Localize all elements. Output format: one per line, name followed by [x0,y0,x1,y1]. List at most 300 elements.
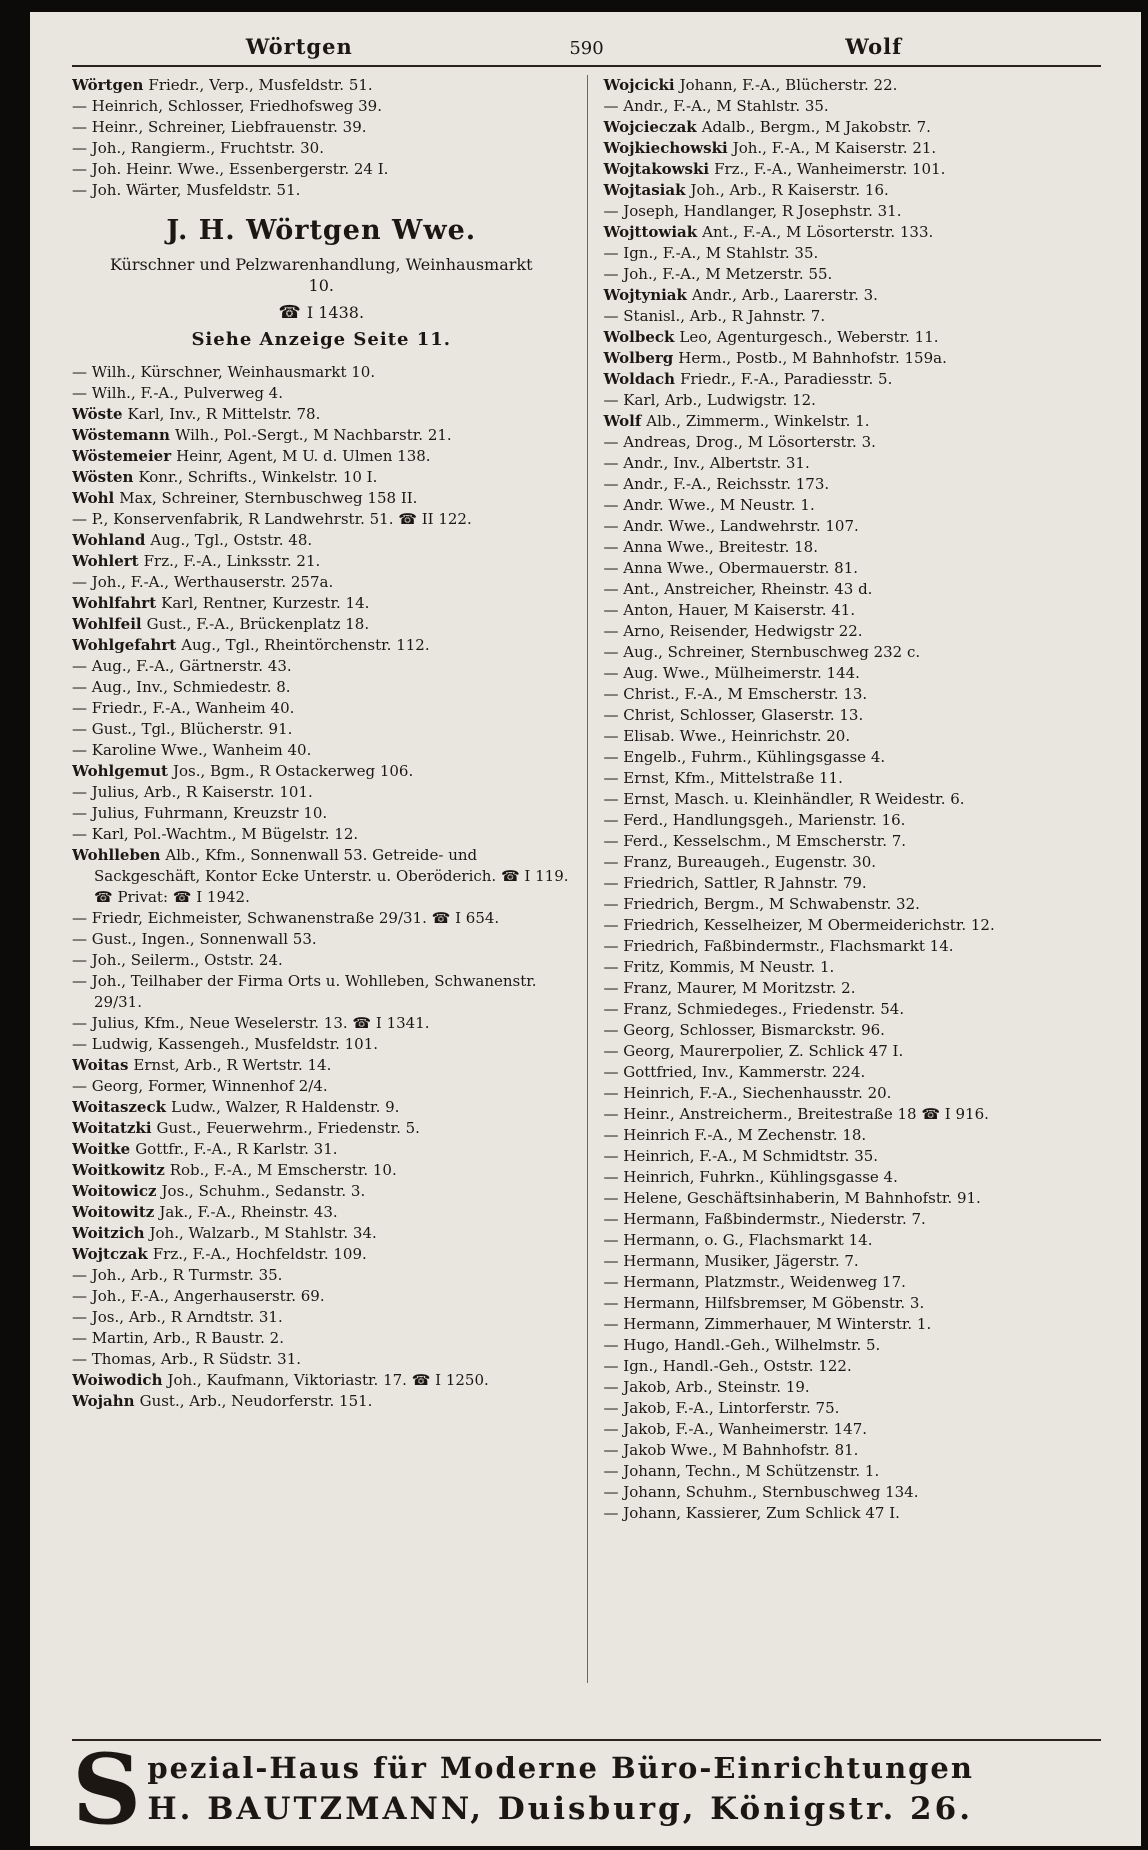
directory-entry [72,1370,571,1391]
entry-text: — Franz, Maurer, M Moritzstr. 2. [603,979,856,997]
directory-entry [72,1202,571,1223]
directory-entry [72,509,571,530]
entry-text: — Ernst, Kfm., Mittelstraße 11. [603,769,843,787]
directory-entry [604,1293,1102,1314]
entry-text: — Ernst, Masch. u. Kleinhändler, R Weidestr. 6. [603,790,965,808]
entry-text: Joh., Walzarb., M Stahlstr. 34. [149,1224,377,1242]
directory-entry [72,845,571,908]
directory-entry [604,1062,1102,1083]
entry-text: — Andr., Inv., Albertstr. 31. [603,454,810,472]
entry-text: — Ant., Anstreicher, Rheinstr. 43 d. [603,580,873,598]
entry-text: — Julius, Kfm., Neue Weselerstr. 13. ☎ I 1341. [72,1014,430,1032]
directory-entry [72,1181,571,1202]
directory-entry [72,1118,571,1139]
directory-entry [604,201,1102,222]
footer-ad-text [147,1751,1101,1827]
directory-entry [72,138,571,159]
directory-entry [604,432,1102,453]
directory-entry [604,621,1102,642]
directory-entry [72,180,571,201]
entry-text: — Aug. Wwe., Mülheimerstr. 144. [603,664,860,682]
directory-entry [604,579,1102,600]
directory-entry [604,264,1102,285]
left-column [72,75,587,1683]
directory-entry [72,929,571,950]
directory-entry [72,719,571,740]
directory-entry [604,999,1102,1020]
directory-entry [72,635,571,656]
directory-entry [72,467,571,488]
directory-entry [72,1076,571,1097]
directory-entry [72,656,571,677]
directory-entry [604,159,1102,180]
entry-text: Joh., Arb., R Kaiserstr. 16. [690,181,889,199]
entry-text: — Andr., F.-A., M Stahlstr. 35. [603,97,829,115]
directory-entry [604,1230,1102,1251]
directory-entry [604,1503,1102,1524]
directory-entry [72,1307,571,1328]
directory-entry [72,593,571,614]
entry-list-top [72,75,571,201]
ad-phone-number: I 1438. [306,303,365,322]
ad-note: Siehe Anzeige Seite 11. [191,329,452,350]
directory-entry [604,495,1102,516]
entry-text: — Georg, Maurerpolier, Z. Schlick 47 I. [603,1042,904,1060]
entry-text: Heinr, Agent, M U. d. Ulmen 138. [176,447,431,465]
directory-entry [72,782,571,803]
directory-entry [72,159,571,180]
entry-text: Gust., Feuerwehrm., Friedenstr. 5. [156,1119,420,1137]
directory-entry [72,803,571,824]
directory-entry [604,894,1102,915]
entry-text: — Arno, Reisender, Hedwigstr 22. [603,622,863,640]
entry-text: Gust., F.-A., Brückenplatz 18. [146,615,370,633]
entry-text: Wilh., Pol.-Sergt., M Nachbarstr. 21. [174,426,452,444]
entry-surname: Woitkowitz [72,1161,165,1179]
entry-surname: Wolbeck [603,328,675,346]
entry-text: — Stanisl., Arb., R Jahnstr. 7. [603,307,826,325]
entry-text: — Aug., F.-A., Gärtnerstr. 43. [72,657,292,675]
entry-surname: Wörtgen [72,76,144,94]
directory-entry [72,1139,571,1160]
entry-text: — Friedrich, Faßbindermstr., Flachsmarkt 14. [603,937,954,955]
entry-text: Gottfr., F.-A., R Karlstr. 31. [135,1140,338,1158]
directory-entry [72,1286,571,1307]
directory-entry [604,726,1102,747]
entry-text: — Martin, Arb., R Baustr. 2. [72,1329,284,1347]
directory-entry [72,950,571,971]
entry-text: Karl, Inv., R Mittelstr. 78. [127,405,321,423]
directory-entry [604,915,1102,936]
running-head [72,34,1101,67]
entry-text: — Karl, Pol.-Wachtm., M Bügelstr. 12. [72,825,359,843]
entry-text: — Christ, Schlosser, Glaserstr. 13. [603,706,864,724]
entry-text: — Fritz, Kommis, M Neustr. 1. [603,958,835,976]
entry-text: Friedr., Verp., Musfeldstr. 51. [148,76,373,94]
entry-surname: Wohlleben [72,846,161,864]
directory-page [30,12,1141,1846]
entry-surname: Woitowitz [72,1203,155,1221]
directory-entry [604,1104,1102,1125]
directory-entry [72,530,571,551]
entry-text: — Hermann, Zimmerhauer, M Winterstr. 1. [603,1315,932,1333]
directory-entry [604,1419,1102,1440]
entry-text: — Joh. Wärter, Musfeldstr. 51. [72,181,301,199]
directory-entry [604,810,1102,831]
directory-entry [72,1349,571,1370]
entry-text: — Franz, Bureaugeh., Eugenstr. 30. [603,853,877,871]
entry-surname: Wojtyniak [603,286,687,304]
entry-text: Joh., Kaufmann, Viktoriastr. 17. ☎ I 1250. [167,1371,489,1389]
entry-text: — Joh., Arb., R Turmstr. 35. [72,1266,283,1284]
directory-entry [604,1041,1102,1062]
directory-entry [604,96,1102,117]
entry-text: — Heinr., Schreiner, Liebfrauenstr. 39. [72,118,367,136]
entry-surname: Wojttowiak [603,223,698,241]
entry-text: — Joh., F.-A., Werthauserstr. 257a. [72,573,334,591]
page-number: 590 [569,38,604,59]
entry-text: — Andr., F.-A., Reichsstr. 173. [603,475,830,493]
directory-entry [72,971,571,1013]
directory-entry [72,404,571,425]
entry-text: — Joh., Seilerm., Oststr. 24. [72,951,283,969]
entry-text: — Heinrich F.-A., M Zechenstr. 18. [603,1126,867,1144]
directory-entry [604,306,1102,327]
entry-text: — Hugo, Handl.-Geh., Wilhelmstr. 5. [603,1336,881,1354]
directory-entry [72,1160,571,1181]
entry-text: — Friedrich, Kesselheizer, M Obermeiderichstr. 12. [603,916,995,934]
directory-entry [604,537,1102,558]
directory-entry [72,677,571,698]
entry-surname: Wojkiechowski [603,139,728,157]
directory-entry [604,1083,1102,1104]
entry-text: Alb., Zimmerm., Winkelstr. 1. [646,412,870,430]
directory-entry [72,614,571,635]
entry-text: Aug., Tgl., Oststr. 48. [150,531,313,549]
entry-surname: Wojtasiak [603,181,686,199]
entry-text: — Anton, Hauer, M Kaiserstr. 41. [603,601,856,619]
entry-text: — Heinrich, Schlosser, Friedhofsweg 39. [72,97,382,115]
directory-entry [72,1013,571,1034]
directory-entry [604,369,1102,390]
directory-entry [604,936,1102,957]
entry-surname: Wojtczak [72,1245,148,1263]
entry-text: — Jakob, Arb., Steinstr. 19. [603,1378,810,1396]
directory-entry [604,789,1102,810]
entry-text: — Ludwig, Kassengeh., Musfeldstr. 101. [72,1035,379,1053]
entry-text: — Joh., F.-A., M Metzerstr. 55. [603,265,833,283]
entry-text: — Hermann, Faßbindermstr., Niederstr. 7. [603,1210,926,1228]
directory-entry [604,852,1102,873]
entry-text: — Andr. Wwe., M Neustr. 1. [603,496,815,514]
entry-text: — Aug., Inv., Schmiedestr. 8. [72,678,291,696]
entry-surname: Woitaszeck [72,1098,167,1116]
entry-surname: Wojahn [72,1392,135,1410]
entry-text: — Johann, Techn., M Schützenstr. 1. [603,1462,880,1480]
entry-text: — Anna Wwe., Breitestr. 18. [603,538,818,556]
directory-entry [72,740,571,761]
entry-surname: Wojcieczak [603,118,697,136]
directory-entry [604,180,1102,201]
directory-entry [72,117,571,138]
entry-text: Frz., F.-A., Hochfeldstr. 109. [152,1245,367,1263]
entry-text: — Ferd., Handlungsgeh., Marienstr. 16. [603,811,906,829]
entry-surname: Wolf [603,412,642,430]
entry-text: — Julius, Fuhrmann, Kreuzstr 10. [72,804,328,822]
right-column [587,75,1102,1683]
directory-entry [72,425,571,446]
entry-text: Jak., F.-A., Rheinstr. 43. [159,1203,338,1221]
directory-entry [72,362,571,383]
entry-surname: Woitas [72,1056,129,1074]
entry-surname: Wohlfahrt [72,594,157,612]
entry-text: Frz., F.-A., Wanheimerstr. 101. [714,160,946,178]
directory-entry [604,1125,1102,1146]
entry-text: — Aug., Schreiner, Sternbuschweg 232 c. [603,643,921,661]
entry-text: Herm., Postb., M Bahnhofstr. 159a. [678,349,947,367]
footer-ad-line1: pezial-Haus für Moderne Büro-Einrichtungen [147,1751,974,1786]
entry-text: — Thomas, Arb., R Südstr. 31. [72,1350,302,1368]
entry-surname: Wojcicki [603,76,675,94]
entry-surname: Woldach [603,370,676,388]
directory-entry [604,768,1102,789]
directory-entry [604,1020,1102,1041]
entry-surname: Woitowicz [72,1182,157,1200]
entry-text: — Friedrich, Bergm., M Schwabenstr. 32. [603,895,920,913]
directory-entry [604,285,1102,306]
entry-text: — Franz, Schmiedeges., Friedenstr. 54. [603,1000,905,1018]
directory-entry [72,1055,571,1076]
directory-entry [72,908,571,929]
two-column-body [72,75,1101,1683]
entry-text: — Julius, Arb., R Kaiserstr. 101. [72,783,313,801]
directory-entry [604,831,1102,852]
directory-entry [72,698,571,719]
entry-text: — Friedrich, Sattler, R Jahnstr. 79. [603,874,867,892]
entry-text: Rob., F.-A., M Emscherstr. 10. [169,1161,397,1179]
entry-text: — Hermann, o. G., Flachsmarkt 14. [603,1231,873,1249]
entry-text: Alb., Kfm., Sonnenwall 53. Getreide- und Sackgeschäft, Kontor Ecke Unterstr. u. Oberöderich. ☎ I 119. ☎ Privat: ☎ I 1942. [94,846,569,906]
entry-surname: Wohlgefahrt [72,636,177,654]
directory-entry [604,243,1102,264]
directory-entry [72,96,571,117]
entry-text: — Andreas, Drog., M Lösorterstr. 3. [603,433,876,451]
entry-surname: Wöstemeier [72,447,172,465]
entry-text: — Ign., F.-A., M Stahlstr. 35. [603,244,819,262]
header-keyword-right: Wolf [845,34,903,59]
entry-text: — Helene, Geschäftsinhaberin, M Bahnhofstr. 91. [603,1189,981,1207]
entry-text: Adalb., Bergm., M Jakobstr. 7. [701,118,931,136]
directory-entry [604,390,1102,411]
directory-entry [604,411,1102,432]
entry-text: — Gust., Tgl., Blücherstr. 91. [72,720,293,738]
entry-surname: Wösten [72,468,134,486]
entry-text: — Jakob, F.-A., Lintorferstr. 75. [603,1399,840,1417]
entry-surname: Wohl [72,489,115,507]
directory-entry [604,957,1102,978]
entry-text: — Heinrich, F.-A., M Schmidtstr. 35. [603,1147,879,1165]
directory-entry [604,1188,1102,1209]
directory-entry [604,1209,1102,1230]
entry-text: — Andr. Wwe., Landwehrstr. 107. [603,517,859,535]
entry-text: — Jos., Arb., R Arndtstr. 31. [72,1308,283,1326]
entry-text: Karl, Rentner, Kurzestr. 14. [161,594,370,612]
directory-entry [604,1482,1102,1503]
header-keyword-left: Wörtgen [245,34,353,59]
entry-text: — Engelb., Fuhrm., Kühlingsgasse 4. [603,748,886,766]
directory-entry [604,1314,1102,1335]
entry-text: — Anna Wwe., Obermauerstr. 81. [603,559,859,577]
entry-text: Leo, Agenturgesch., Weberstr. 11. [679,328,939,346]
entry-surname: Wojtakowski [603,160,710,178]
entry-surname: Wohlgemut [72,762,168,780]
directory-entry [604,663,1102,684]
entry-text: — Friedr., F.-A., Wanheim 40. [72,699,295,717]
directory-entry [604,1461,1102,1482]
ad-title: J. H. Wörtgen Wwe. [166,215,477,246]
entry-text: — Gottfried, Inv., Kammerstr. 224. [603,1063,866,1081]
entry-text: — Ferd., Kesselschm., M Emscherstr. 7. [603,832,907,850]
entry-text: Jos., Schuhm., Sedanstr. 3. [161,1182,366,1200]
directory-entry [72,1265,571,1286]
directory-entry [604,474,1102,495]
entry-text: — Ign., Handl.-Geh., Oststr. 122. [603,1357,852,1375]
directory-entry [72,488,571,509]
entry-text: — P., Konservenfabrik, R Landwehrstr. 51. ☎ II 122. [72,510,472,528]
footer-ad-initial: S [72,1733,142,1847]
entry-text: Johann, F.-A., Blücherstr. 22. [679,76,898,94]
entry-text: — Johann, Kassierer, Zum Schlick 47 I. [603,1504,900,1522]
entry-surname: Woitatzki [72,1119,152,1137]
entry-text: Andr., Arb., Laarerstr. 3. [691,286,878,304]
entry-text: — Joseph, Handlanger, R Josephstr. 31. [603,202,902,220]
entry-text: Joh., F.-A., M Kaiserstr. 21. [732,139,937,157]
directory-entry [604,642,1102,663]
directory-entry [604,1146,1102,1167]
directory-entry [604,1335,1102,1356]
entry-text: — Friedr, Eichmeister, Schwanenstraße 29/31. ☎ I 654. [72,909,500,927]
entry-text: — Joh., Rangierm., Fruchtstr. 30. [72,139,324,157]
directory-entry [604,1398,1102,1419]
directory-entry [604,1440,1102,1461]
entry-surname: Woiwodich [72,1371,163,1389]
directory-entry [604,705,1102,726]
directory-entry [604,75,1102,96]
directory-entry [72,383,571,404]
entry-text: — Hermann, Platzmstr., Weidenweg 17. [603,1273,906,1291]
directory-entry [604,117,1102,138]
entry-text: — Georg, Schlosser, Bismarckstr. 96. [603,1021,885,1039]
directory-entry [72,824,571,845]
directory-entry [604,1167,1102,1188]
directory-entry [604,453,1102,474]
entry-text: Friedr., F.-A., Paradiesstr. 5. [680,370,893,388]
directory-entry [604,873,1102,894]
entry-text: — Georg, Former, Winnenhof 2/4. [72,1077,328,1095]
directory-entry [604,558,1102,579]
directory-entry [604,1356,1102,1377]
directory-entry [604,516,1102,537]
directory-entry [604,222,1102,243]
directory-entry [72,1244,571,1265]
woertgen-advertisement [78,215,565,350]
entry-surname: Woitzich [72,1224,145,1242]
directory-entry [72,1034,571,1055]
directory-entry [604,684,1102,705]
entry-text: — Jakob Wwe., M Bahnhofstr. 81. [603,1441,859,1459]
directory-entry [72,1223,571,1244]
entry-surname: Woitke [72,1140,131,1158]
entry-list-bottom [72,362,571,1412]
entry-text: — Karoline Wwe., Wanheim 40. [72,741,312,759]
directory-entry [72,1328,571,1349]
directory-entry [72,1391,571,1412]
entry-surname: Wohland [72,531,146,549]
entry-text: — Wilh., Kürschner, Weinhausmarkt 10. [72,363,376,381]
directory-entry [604,138,1102,159]
footer-ad-line2: H. BAUTZMANN, Duisburg, Königstr. 26. [147,1791,973,1828]
directory-entry [604,1272,1102,1293]
entry-text: Ernst, Arb., R Wertstr. 14. [133,1056,332,1074]
entry-text: — Joh. Heinr. Wwe., Essenbergerstr. 24 I. [72,160,389,178]
directory-entry [604,327,1102,348]
entry-text: Konr., Schrifts., Winkelstr. 10 I. [138,468,378,486]
entry-text: — Hermann, Hilfsbremser, M Göbenstr. 3. [603,1294,925,1312]
phone-icon: ☎ [278,302,301,323]
entry-text: Frz., F.-A., Linksstr. 21. [143,552,321,570]
directory-entry [604,1377,1102,1398]
entry-text: — Hermann, Musiker, Jägerstr. 7. [603,1252,859,1270]
directory-entry [72,446,571,467]
entry-text: — Jakob, F.-A., Wanheimerstr. 147. [603,1420,868,1438]
ad-phone-line [78,302,565,323]
directory-entry [604,747,1102,768]
entry-text: — Heinr., Anstreicherm., Breitestraße 18 ☎ I 916. [603,1105,989,1123]
directory-entry [604,978,1102,999]
entry-text: — Wilh., F.-A., Pulverweg 4. [72,384,283,402]
entry-text: — Christ., F.-A., M Emscherstr. 13. [603,685,868,703]
entry-surname: Wöstemann [72,426,170,444]
directory-entry [72,572,571,593]
entry-surname: Wolberg [603,349,674,367]
directory-entry [604,600,1102,621]
entry-text: — Johann, Schuhm., Sternbuschweg 134. [603,1483,919,1501]
ad-subtitle: Kürschner und Pelzwarenhandlung, Weinhausmarkt 10. [109,255,533,295]
directory-entry [72,761,571,782]
entry-text: Jos., Bgm., R Ostackerweg 106. [172,762,414,780]
entry-text: Ludw., Walzer, R Haldenstr. 9. [171,1098,400,1116]
entry-text: — Heinrich, F.-A., Siechenhausstr. 20. [603,1084,892,1102]
entry-text: Gust., Arb., Neudorferstr. 151. [139,1392,373,1410]
entry-surname: Wöste [72,405,123,423]
entry-surname: Wohlert [72,552,139,570]
directory-entry [604,1251,1102,1272]
directory-entry [604,348,1102,369]
entry-text: — Heinrich, Fuhrkn., Kühlingsgasse 4. [603,1168,898,1186]
entry-text: — Joh., Teilhaber der Firma Orts u. Wohlleben, Schwanenstr. 29/31. [72,972,537,1011]
entry-text: — Elisab. Wwe., Heinrichstr. 20. [603,727,851,745]
entry-text: — Karl, Arb., Ludwigstr. 12. [603,391,816,409]
entry-text: Max, Schreiner, Sternbuschweg 158 II. [119,489,418,507]
directory-entry [72,75,571,96]
entry-text: Ant., F.-A., M Lösorterstr. 133. [702,223,934,241]
footer-advertisement [72,1733,1101,1847]
directory-entry [72,551,571,572]
entry-text: Aug., Tgl., Rheintörchenstr. 112. [181,636,430,654]
entry-surname: Wohlfeil [72,615,142,633]
directory-entry [72,1097,571,1118]
entry-text: — Gust., Ingen., Sonnenwall 53. [72,930,317,948]
